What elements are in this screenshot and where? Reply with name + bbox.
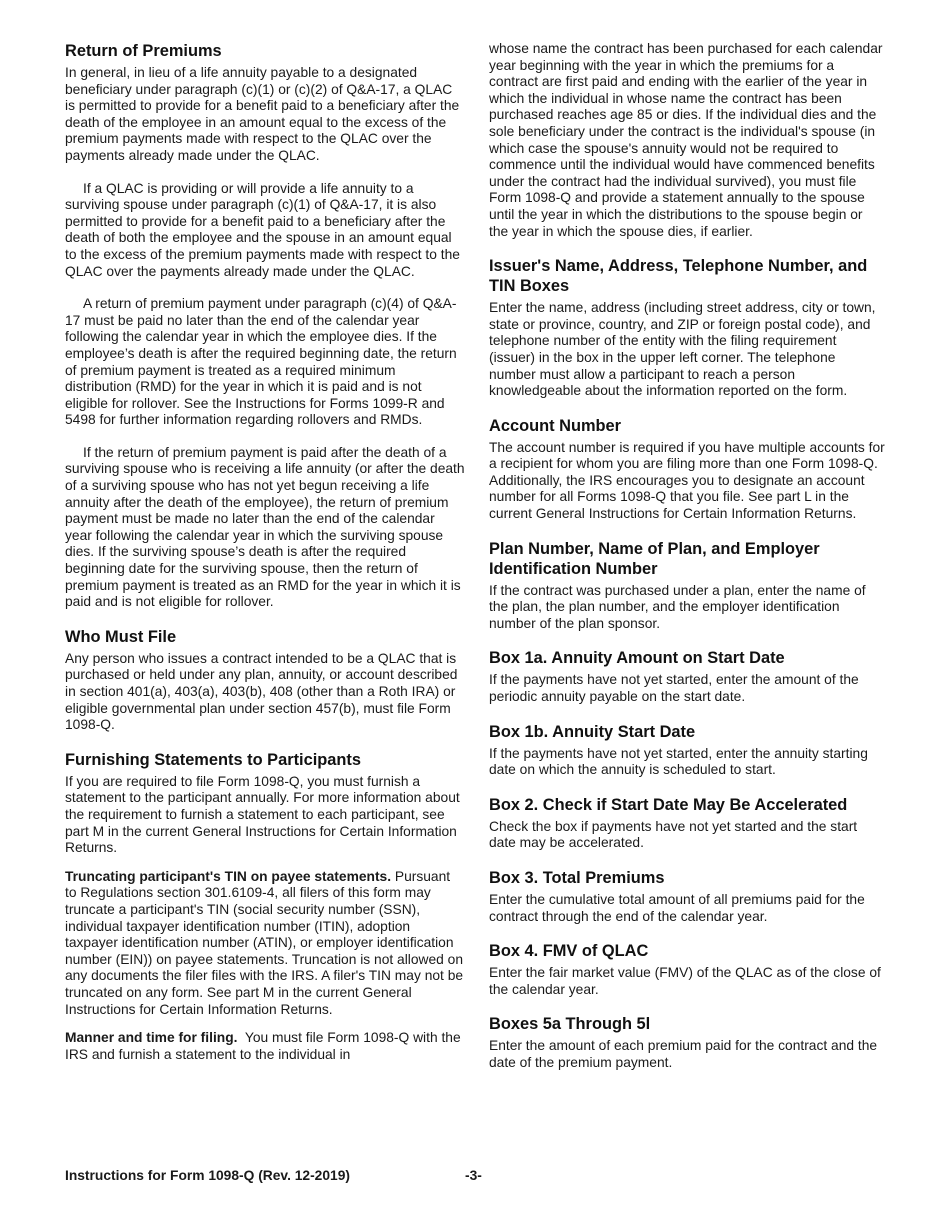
section-box-1b [489, 722, 885, 779]
paragraph: In general, in lieu of a life annuity payable to a designated beneficiary under paragraph (c)(1) or (c)(2) of Q&A-17, a QLAC is permitted to provide for a benefit paid to a beneficiary after the death of the employee in an amount equal to the excess of the premium payments made with respect to the QLAC over the payments already made under the QLAC. [65, 65, 460, 163]
paragraph: If you are required to file Form 1098-Q, you must furnish a statement to the participant annually. For more information about the requirement to furnish a statement to each participant, see part M in the current General Instructions for Certain Information Returns. [65, 773, 460, 856]
section-who-must-file [65, 627, 465, 734]
section-issuer-boxes [489, 256, 885, 400]
run-in-heading-manner: Manner and time for filing. [65, 1030, 238, 1046]
section-box-4 [489, 941, 885, 998]
heading-plan-number: Plan Number, Name of Plan, and Employer Identification Number [489, 539, 820, 578]
footer-page-number: -3- [465, 1168, 482, 1183]
paragraph: If the contract was purchased under a plan, enter the name of the plan, the plan number, and the employer identification number of the plan sponsor. [489, 582, 866, 631]
heading-box-2: Box 2. Check if Start Date May Be Accelerated [489, 795, 848, 814]
paragraph: If the payments have not yet started, enter the annuity starting date on which the annuity is scheduled to start. [489, 745, 868, 778]
run-in-heading-truncating: Truncating participant's TIN on payee statements. [65, 868, 392, 884]
truncating-text: Pursuant to Regulations section 301.6109-4, all filers of this form may truncate a participant's TIN (social security number (SSN), individual taxpayer identification number (ITIN), adoption taxpayer identification number (ATIN), or employer identification number (EIN)) on payee statements. Truncation is not allowed on any documents the filer files with the IRS. A filer's TIN may not be truncated on any form. See part M in the current General Instructions for Certain Information Returns. [65, 868, 464, 1017]
paragraph: The account number is required if you have multiple accounts for a recipient for whom you are filing more than one Form 1098-Q. Additionally, the IRS encourages you to designate an account number for all Forms 1098-Q that you file. See part L in the current General Instructions for Certain Information Returns. [489, 439, 885, 522]
heading-box-4: Box 4. FMV of QLAC [489, 942, 649, 961]
paragraph: Enter the fair market value (FMV) of the QLAC as of the close of the calendar year. [489, 965, 881, 997]
heading-box-1b: Box 1b. Annuity Start Date [489, 722, 696, 741]
paragraph: A return of premium payment under paragraph (c)(4) of Q&A-17 must be paid no later than the end of the calendar year following the calendar year in which the employee dies. If the employee’s death is after the required beginning date, the return of premium payment is treated as a required minimum distribution (RMD) for the year in which it is paid and is not eligible for rollover. See the Instructions for Forms 1099-R and 5498 for further information regarding rollovers and RMDs. [65, 296, 457, 428]
section-furnishing-statements [65, 750, 465, 1064]
heading-furnishing-statements: Furnishing Statements to Participants [65, 750, 361, 769]
right-column [489, 41, 885, 1072]
section-box-1a [489, 648, 885, 705]
paragraph: Any person who issues a contract intended to be a QLAC that is purchased or held under any plan, annuity, or account described in section 401(a), 403(a), 403(b), 408 (other than a Roth IRA) or eligible governmental plan under section 457(b), must file Form 1098-Q. [65, 650, 458, 733]
section-account-number [489, 416, 885, 523]
left-column [65, 41, 465, 1063]
paragraph: If the return of premium payment is paid after the death of a surviving spouse who is receiving a life annuity (or after the death of a surviving spouse who has not yet begun receiving a life annuity after the death of the employee), the return of premium payment must be made no later than the end of the calendar year following the calendar year in which the surviving spouse dies. If the surviving spouse’s death is after the required beginning date for the surviving spouse, then the return of premium payment is treated as an RMD for the year in which it is paid and is not eligible for rollover. [65, 444, 465, 610]
paragraph: Enter the cumulative total amount of all premiums paid for the contract through the end of the calendar year. [489, 892, 865, 924]
paragraph: Check the box if payments have not yet started and the start date may be accelerated. [489, 818, 858, 851]
heading-box-3: Box 3. Total Premiums [489, 869, 665, 887]
section-boxes-5a-5l [489, 1014, 885, 1071]
paragraph: If the payments have not yet started, enter the amount of the periodic annuity payable on the start date. [489, 672, 859, 705]
continued-paragraph: whose name the contract has been purchased for each calendar year beginning with the year in which the premiums for a contract are first paid and ending with the earlier of the year in which the individual in whose name the contract has been purchased reaches age 85 or dies. If the individual dies and the sole beneficiary under the contract is the individual's spouse (in which case the spouse's annuity would not be required to commence until the individual would have commenced benefits under the contract had the individual survived), you must file Form 1098-Q and provide a statement annually to the spouse until the year in which the distributions to the spouse begin or the year in which the spouse dies, if earlier. [489, 41, 883, 239]
heading-account-number: Account Number [489, 416, 622, 435]
paragraph: Enter the name, address (including street address, city or town, state or province, country, and ZIP or foreign postal code), and telephone number of the entity with the filing requirement (issuer) in the box in the upper left corner. The telephone number must allow a participant to reach a person knowledgeable about the information reported on the form. [489, 300, 876, 399]
paragraph: If a QLAC is providing or will provide a life annuity to a surviving spouse under paragraph (c)(1) of Q&A-17, it is also permitted to provide for a benefit paid to a beneficiary after the death of both the employee and the spouse in an amount equal to the excess of the premium payments made with respect to the QLAC over the payments already made under the QLAC. [65, 180, 460, 279]
truncating-paragraph [65, 869, 465, 1018]
section-box-3 [489, 868, 885, 925]
heading-box-1a: Box 1a. Annuity Amount on Start Date [489, 649, 785, 668]
paragraph: Enter the amount of each premium paid for the contract and the date of the premium payment. [489, 1038, 878, 1070]
footer-form-title: Instructions for Form 1098-Q (Rev. 12-2019) [65, 1168, 350, 1183]
heading-boxes-5a-5l: Boxes 5a Through 5l [489, 1015, 651, 1034]
heading-issuer-boxes: Issuer's Name, Address, Telephone Number, and TIN Boxes [489, 257, 868, 296]
section-return-of-premiums [65, 41, 465, 611]
heading-who-must-file: Who Must File [65, 627, 177, 646]
manner-text: You must file Form 1098-Q with the IRS and furnish a statement to the individual in [65, 1030, 461, 1062]
section-plan-number [489, 539, 885, 633]
manner-paragraph [65, 1030, 465, 1063]
section-box-2 [489, 795, 885, 852]
heading-return-of-premiums: Return of Premiums [65, 42, 222, 60]
